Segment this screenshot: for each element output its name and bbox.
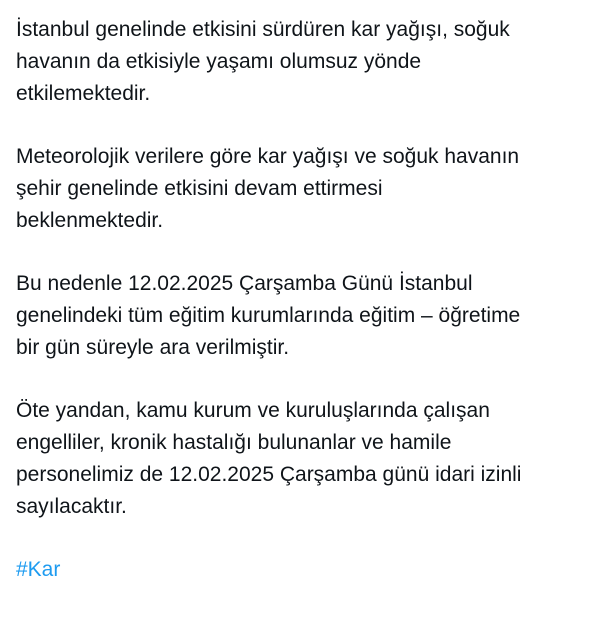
paragraph-administrative-leave bbox=[16, 395, 590, 523]
text-line: sayılacaktır. bbox=[16, 495, 127, 518]
text-line: etkilemektedir. bbox=[16, 82, 151, 105]
text-line: havanın da etkisiyle yaşamı olumsuz yönde bbox=[16, 50, 422, 73]
paragraph-snowfall-impact bbox=[16, 14, 590, 110]
text-line: genelindeki tüm eğitim kurumlarında eğitim – öğretime bbox=[16, 304, 521, 327]
text-line: Bu nedenle 12.02.2025 Çarşamba Günü İstanbul bbox=[16, 272, 473, 295]
post-body bbox=[16, 14, 590, 617]
paragraph-meteorology-forecast bbox=[16, 141, 590, 237]
text-line: bir gün süreyle ara verilmiştir. bbox=[16, 336, 290, 359]
text-line: personelimiz de 12.02.2025 Çarşamba günü idari izinli bbox=[16, 463, 522, 486]
hashtag-link-kar[interactable]: #Kar bbox=[16, 558, 61, 581]
text-line: Öte yandan, kamu kurum ve kuruluşlarında çalışan bbox=[16, 399, 490, 422]
text-line: şehir genelinde etkisini devam ettirmesi bbox=[16, 177, 383, 200]
text-line: İstanbul genelinde etkisini sürdüren kar yağışı, soğuk bbox=[16, 18, 510, 41]
text-line: Meteorolojik verilere göre kar yağışı ve soğuk havanın bbox=[16, 145, 520, 168]
text-line: beklenmektedir. bbox=[16, 209, 164, 232]
hashtag-row bbox=[16, 554, 590, 586]
paragraph-school-closure bbox=[16, 268, 590, 364]
text-line: engelliler, kronik hastalığı bulunanlar ve hamile bbox=[16, 431, 452, 454]
